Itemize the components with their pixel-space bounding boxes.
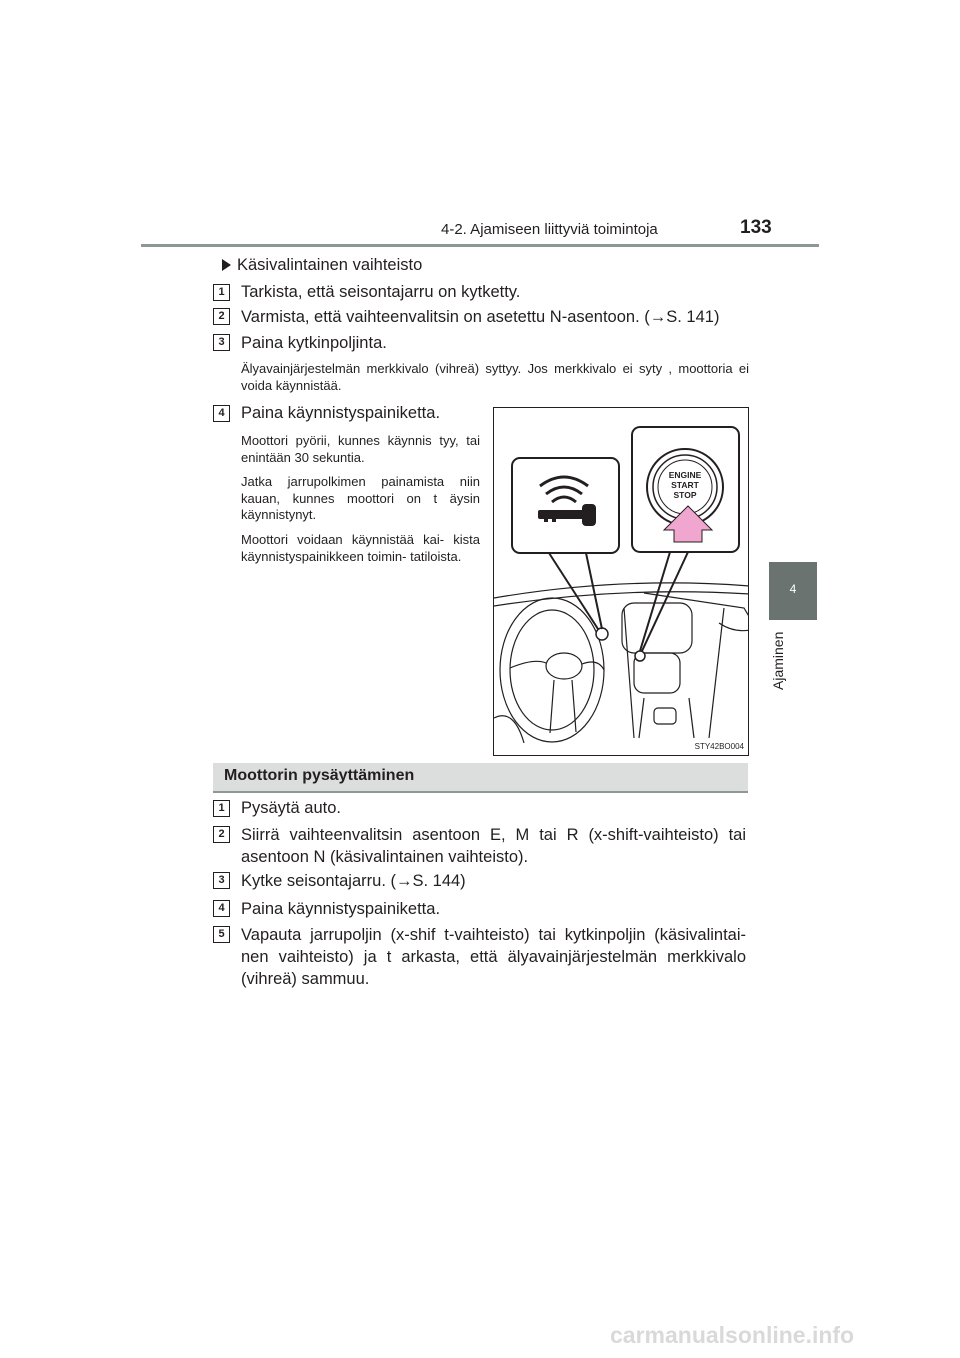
- step-note: Jatka jarrupolkimen painamista niin kauan, kunnes moottori on t äysin käynnistynyt.: [241, 474, 480, 522]
- step-number: 3: [213, 334, 230, 351]
- step-number: 2: [213, 826, 230, 843]
- step-text: Vapauta jarrupoljin (x-shif t-vaihteisto) tai kytkinpoljin (käsivalintai- nen vaihteisto) ja t arkasta, että älyavainjärjestelmän merkkivalo (vihreä) sammuu.: [241, 926, 746, 988]
- step-number: 2: [213, 308, 230, 325]
- step-note: Moottori pyörii, kunnes käynnis tyy, tai enintään 30 sekuntia.: [241, 433, 480, 465]
- chapter-tab-number: 4: [789, 582, 797, 596]
- section-bar: [213, 763, 748, 793]
- step-note: Älyavainjärjestelmän merkkivalo (vihreä) syttyy. Jos merkkivalo ei syty , moottoria ei voida käynnistää.: [241, 361, 749, 393]
- section-title: 4-2. Ajamiseen liittyviä toimintoja: [441, 221, 658, 238]
- triangle-bullet-icon: [222, 259, 231, 271]
- chapter-tab-label: Ajaminen: [770, 631, 786, 691]
- dashboard-illustration: [493, 407, 749, 756]
- start-button-label: [654, 470, 716, 500]
- step-number: 3: [213, 872, 230, 889]
- step-number: 1: [213, 284, 230, 301]
- chapter-tab: [769, 562, 817, 620]
- step-text: Varmista, että vaihteenvalitsin on asetettu N-asentoon. (→S. 141): [241, 308, 720, 326]
- step-text: Kytke seisontajarru. (→S. 144): [241, 872, 466, 890]
- start-button-line: START: [671, 480, 699, 490]
- dashboard-drawing: [494, 408, 749, 756]
- subsection-title: Käsivalintainen vaihteisto: [237, 256, 423, 274]
- step-number: 1: [213, 800, 230, 817]
- step-number: 5: [213, 926, 230, 943]
- section-bar-title: Moottorin pysäyttäminen: [224, 767, 415, 784]
- step-text: Paina käynnistyspainiketta.: [241, 900, 441, 918]
- step-text: Pysäytä auto.: [241, 799, 341, 817]
- figure-code: STY42BO004: [694, 742, 744, 751]
- header-rule: [141, 244, 819, 247]
- start-button-line: STOP: [673, 490, 697, 500]
- step-note: Moottori voidaan käynnistää kai- kista käynnistyspainikkeen toimin- tatiloista.: [241, 532, 480, 564]
- watermark: carmanualsonline.info: [610, 1322, 855, 1348]
- start-button-line: ENGINE: [668, 470, 702, 480]
- step-text: Paina käynnistyspainiketta.: [241, 404, 441, 422]
- step-text: Siirrä vaihteenvalitsin asentoon E, M tai R (x-shift-vaihteisto) tai asentoon N (käsivalintainen vaihteisto).: [241, 826, 746, 866]
- step-number: 4: [213, 405, 230, 422]
- step-text: Paina kytkinpoljinta.: [241, 334, 387, 352]
- step-text: Tarkista, että seisontajarru on kytketty.: [241, 283, 521, 301]
- step-number: 4: [213, 900, 230, 917]
- page-number: 133: [740, 217, 772, 238]
- subsection-heading: [222, 254, 422, 276]
